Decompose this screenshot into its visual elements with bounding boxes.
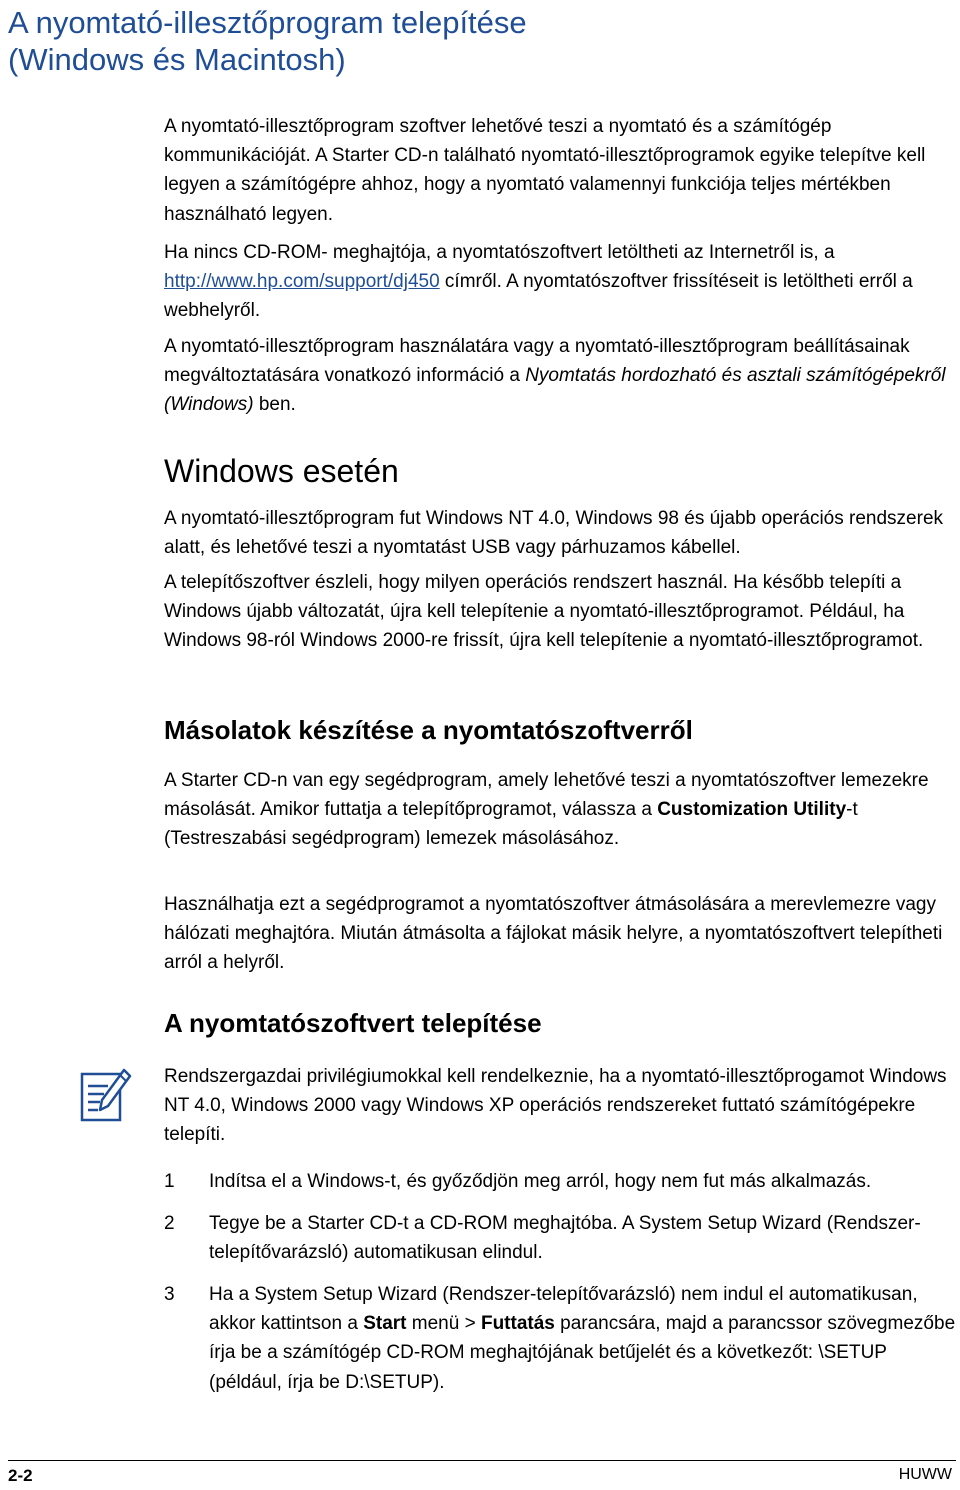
step3-text-b: menü > (406, 1313, 481, 1335)
copies-p1-text-a: A Starter CD-n van egy segédprogram, amely lehetővé teszi a nyomtatószoftver lemezekre másolását. Amikor futtatja a telepítőprogramot, válassza a (164, 770, 929, 821)
intro-paragraph-3 (164, 332, 954, 420)
step3-text-c: parancsára, majd a parancssor szövegmezőbe írja be a számítógép CD-ROM meghajtójának betűjelét és a következőt: \SETUP (például, írja be D:\SETUP). (209, 1313, 956, 1393)
page-title (8, 4, 527, 78)
step-number-3: 3 (164, 1284, 175, 1305)
step-number-1: 1 (164, 1171, 175, 1192)
install-heading: A nyomtatószoftvert telepítése (164, 1008, 542, 1038)
step-text-3 (209, 1280, 959, 1397)
windows-heading: Windows esetén (164, 453, 399, 489)
page-number: 2-2 (8, 1466, 33, 1485)
step-number-2: 2 (164, 1213, 175, 1234)
intro-p3-text-a: A nyomtató-illesztőprogram használatára vagy a nyomtató-illesztőprogram beállításainak megváltoztatására vonatkozó információ a (164, 336, 910, 387)
intro-paragraph-1: A nyomtató-illesztőprogram szoftver lehetővé teszi a nyomtató és a számítógép kommunikációját. A Starter CD-n található nyomtató-illesztőprogramok egyike telepítve kell legyen a számítógépre ahhoz, hogy a nyomtató valamennyi funkciója teljes mértékben használható legyen. (164, 116, 926, 225)
copies-paragraph-2: Használhatja ezt a segédprogramot a nyomtatószoftver átmásolására a merevlemezre vagy hálózati meghajtóra. Miután átmásolta a fájlokat másik helyre, a nyomtatószoftvert telepítheti arról a helyről. (164, 894, 943, 974)
copies-heading: Másolatok készítése a nyomtatószoftverről (164, 715, 693, 745)
copies-p1-text-b: -t (Testreszabási segédprogram) lemezek másolásához. (164, 799, 858, 850)
page-title-line-1: A nyomtató-illesztőprogram telepítése (8, 5, 527, 40)
intro-paragraph-2 (164, 238, 954, 326)
intro-p2-text-b: címről. A nyomtatószoftver frissítéseit is letöltheti erről a webhelyről. (164, 271, 913, 322)
step-text-2: Tegye be a Starter CD-t a CD-ROM meghajtóba. A System Setup Wizard (Rendszer-telepítővarázsló) automatikusan elindul. (209, 1213, 921, 1264)
document-reference: Nyomtatás hordozható és asztali számítógépekről (Windows) (164, 365, 946, 416)
start-menu-label: Start (363, 1313, 407, 1335)
step-text-1: Indítsa el a Windows-t, és győződjön meg arról, hogy nem fut más alkalmazás. (209, 1171, 872, 1192)
copies-paragraph-1 (164, 766, 954, 854)
footer-divider (8, 1460, 956, 1461)
run-command-label: Futtatás (480, 1313, 555, 1335)
note-pencil-icon (80, 1066, 132, 1124)
footer-brand: HUWW (898, 1466, 952, 1483)
intro-p3-text-b: ben. (253, 394, 296, 416)
page-title-line-2: (Windows és Macintosh) (8, 42, 346, 77)
customization-utility-label: Customization Utility (657, 799, 847, 821)
step3-text-a: Ha a System Setup Wizard (Rendszer-telepítővarázsló) nem indul el automatikusan, akkor kattintson a (209, 1284, 918, 1335)
windows-paragraph-2: A telepítőszoftver észleli, hogy milyen operációs rendszert használ. Ha később telepíti a Windows újabb változatát, újra kell telepítenie a nyomtató-illesztőprogramot. Például, ha Windows 98-ról Windows 2000-re frissít, újra kell telepítenie a nyomtató-illesztőprogramot. (164, 572, 924, 652)
support-url-link[interactable]: http://www.hp.com/support/dj450 (164, 271, 440, 293)
intro-p2-text-a: Ha nincs CD-ROM- meghajtója, a nyomtatószoftvert letöltheti az Internetről is, a (164, 242, 835, 263)
windows-paragraph-1: A nyomtató-illesztőprogram fut Windows NT 4.0, Windows 98 és újabb operációs rendszerek alatt, és lehetővé teszi a nyomtatást USB vagy párhuzamos kábellel. (164, 508, 944, 559)
install-note: Rendszergazdai privilégiumokkal kell rendelkeznie, ha a nyomtató-illesztőprogamot Windows NT 4.0, Windows 2000 vagy Windows XP operációs rendszereket futtató számítógépekre telepíti. (164, 1066, 947, 1146)
